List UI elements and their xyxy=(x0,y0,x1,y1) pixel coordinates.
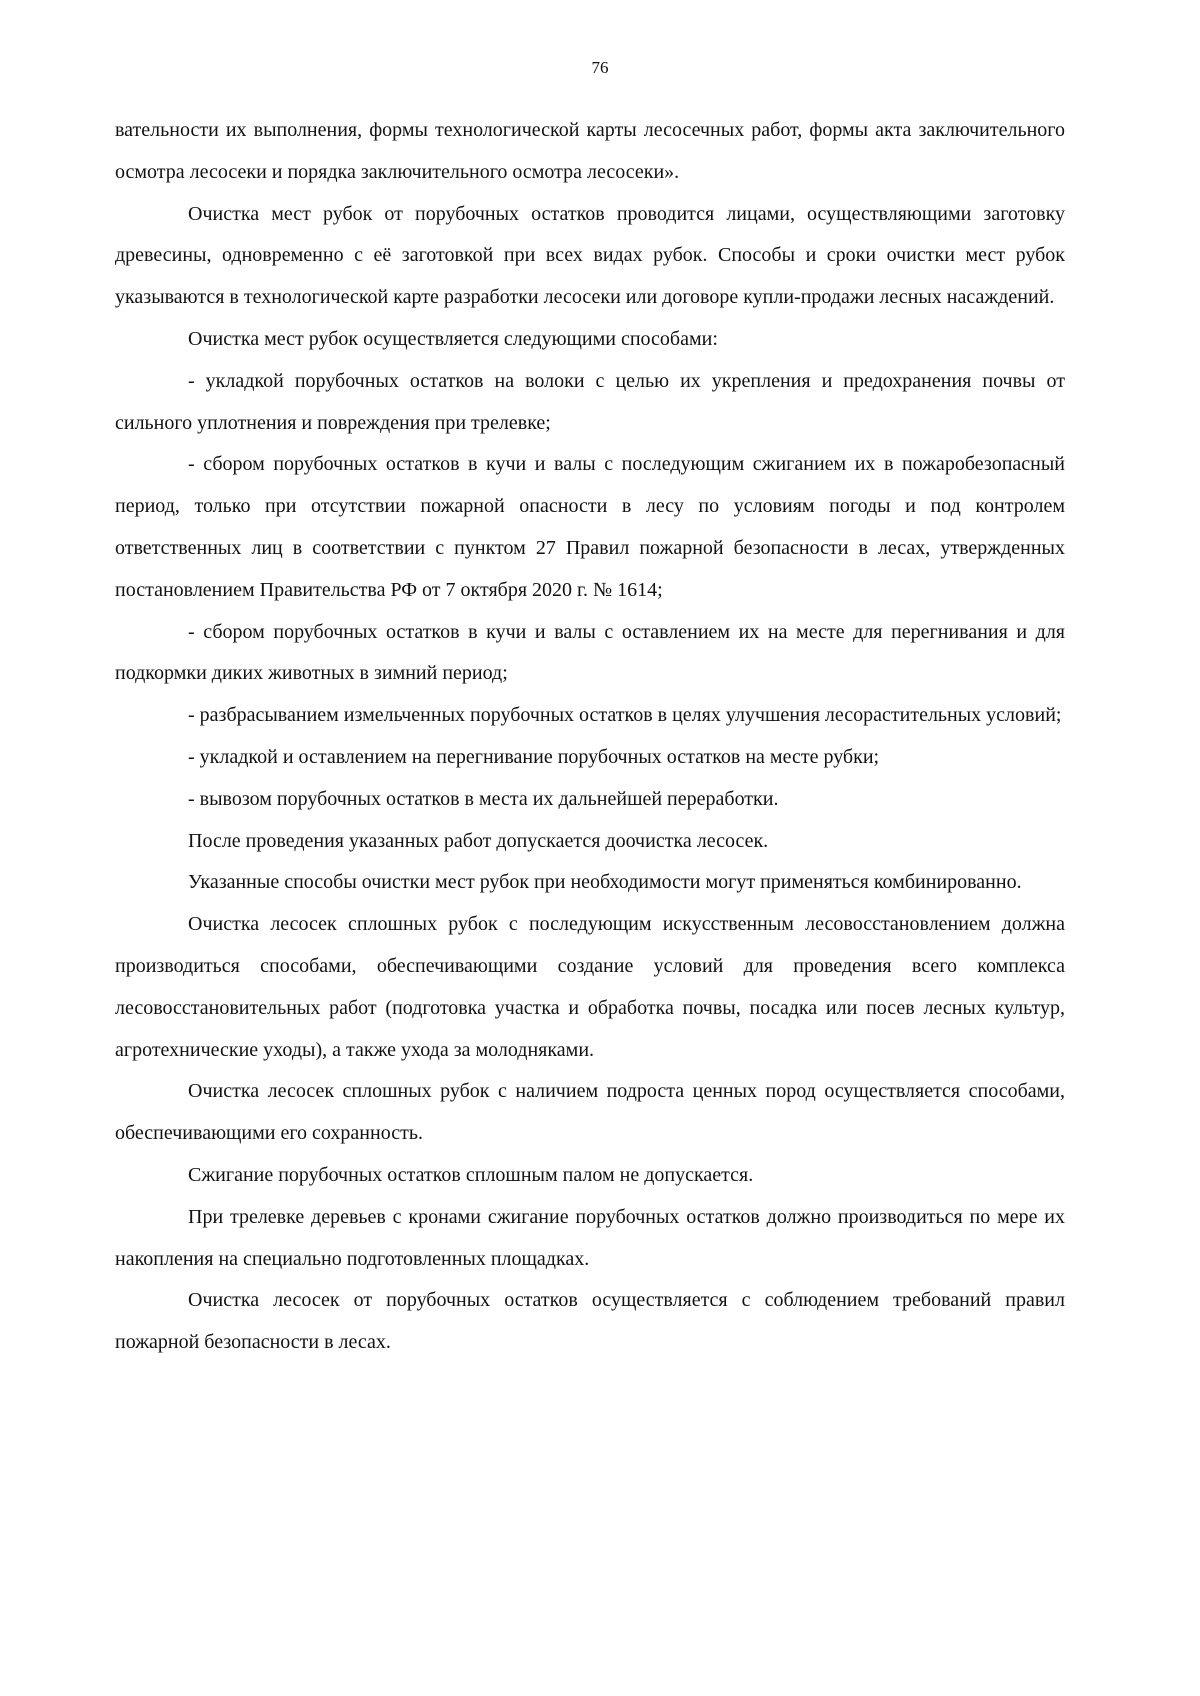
paragraph-fire-safety: Очистка лесосек от порубочных остатков осуществляется с соблюдением требований правил пожарной безопасности в лесах. xyxy=(115,1289,1065,1354)
paragraph-undergrowth-preservation: Очистка лесосек сплошных рубок с наличием подроста ценных пород осуществляется способами, обеспечивающими его сохранность. xyxy=(115,1080,1065,1145)
paragraph-skidding-burning: При трелевке деревьев с кронами сжигание порубочных остатков должно производиться по мере их накопления на специально подготовленных площадках. xyxy=(115,1205,1065,1270)
paragraph-methods-intro: Очистка мест рубок осуществляется следующими способами: xyxy=(188,327,718,350)
paragraph-cleaning-responsibility: Очистка мест рубок от порубочных остатков проводится лицами, осуществляющими заготовку древесины, одновременно с её заготовкой при всех видах рубок. Способы и сроки очистки мест рубок указываются в технологической карте разработки лесосеки или договоре купли-продажи лесных насаждений. xyxy=(115,202,1065,309)
paragraph-no-open-burning: Сжигание порубочных остатков сплошным палом не допускается. xyxy=(188,1163,754,1186)
list-item-method-1: - укладкой порубочных остатков на волоки с целью их укрепления и предохранения почвы от сильного уплотнения и повреждения при трелевке; xyxy=(115,369,1065,434)
paragraph-clear-cut-reforestation: Очистка лесосек сплошных рубок с последующим искусственным лесовосстановлением должна производиться способами, обеспечивающими создание условий для проведения всего комплекса лесовосстановительных работ (подготовка участка и обработка почвы, посадка или посев лесных культур, агротехнические уходы), а также ухода за молодняками. xyxy=(115,913,1065,1061)
list-item-method-3: - сбором порубочных остатков в кучи и валы с оставлением их на месте для перегнивания и для подкормки диких животных в зимний период; xyxy=(115,620,1065,685)
list-item-method-4: - разбрасыванием измельченных порубочных остатков в целях улучшения лесорастительных условий; xyxy=(188,704,1062,727)
paragraph-continuation: вательности их выполнения, формы технологической карты лесосечных работ, формы акта заключительного осмотра лесосеки и порядка заключительного осмотра лесосеки». xyxy=(115,119,1065,183)
page-number: 76 xyxy=(591,58,609,77)
paragraph-combined-methods: Указанные способы очистки мест рубок при необходимости могут применяться комбинированно. xyxy=(188,871,1022,894)
list-item-method-5: - укладкой и оставлением на перегнивание порубочных остатков на месте рубки; xyxy=(188,745,880,768)
paragraph-additional-cleaning: После проведения указанных работ допускается доочистка лесосек. xyxy=(188,829,769,852)
document-body xyxy=(115,110,1065,1364)
list-item-method-2: - сбором порубочных остатков в кучи и валы с последующим сжиганием их в пожаробезопасный период, только при отсутствии пожарной опасности в лесу по условиям погоды и под контролем ответственных лиц в соответствии с пунктом 27 Правил пожарной безопасности в лесах, утвержденных постановлением Правительства РФ от 7 октября 2020 г. № 1614; xyxy=(115,453,1065,601)
list-item-method-6: - вывозом порубочных остатков в места их дальнейшей переработки. xyxy=(188,787,779,810)
